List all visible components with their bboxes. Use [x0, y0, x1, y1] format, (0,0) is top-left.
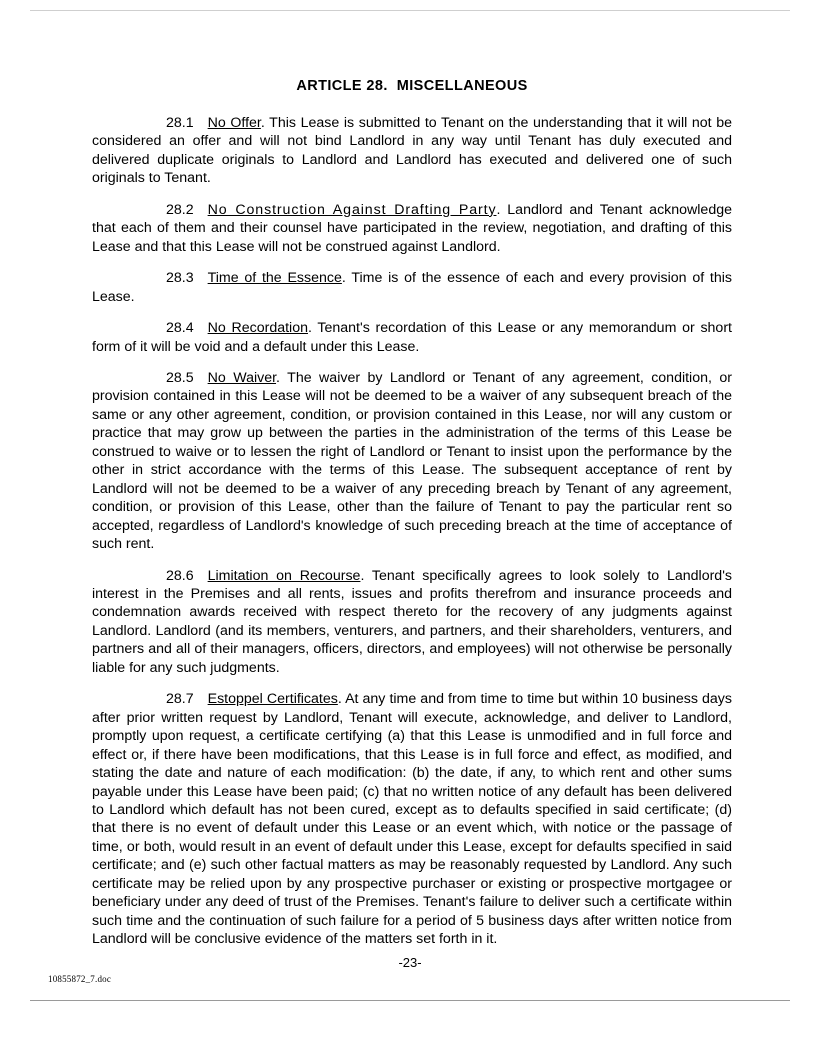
section-body: . Tenant specifically agrees to look solely to Landlord's interest in the Premises and all rents, issues and profits therefrom and insurance proceeds and condemnation awards received with respect thereto for the recovery of any judgments against Landlord. Landlord (and its members, venturers, and partners, and their shareholders, venturers, and partners and all of their managers, officers, directors, and employees) will not otherwise be personally liable for any such judgments. — [92, 567, 733, 676]
article-name: MISCELLANEOUS — [396, 78, 528, 94]
section-body: . Tenant's recordation of this Lease or any memorandum or short form of it will be void and a default under this Lease. — [92, 320, 732, 355]
section-paragraph — [92, 114, 732, 188]
section-number: 28.7 — [166, 691, 194, 708]
section-number: 28.3 — [166, 270, 194, 287]
section-number: 28.1 — [166, 115, 194, 131]
section-heading: Time of the Essence — [207, 270, 342, 287]
section-heading: No Waiver — [207, 369, 277, 386]
section-paragraph — [92, 567, 732, 678]
section-paragraph — [92, 269, 732, 306]
page-title — [92, 78, 732, 94]
article-number: ARTICLE 28. — [296, 78, 388, 94]
document-body — [92, 78, 732, 962]
section-paragraph — [92, 319, 732, 356]
page-bottom-margin — [0, 1015, 820, 1061]
section-body: . The waiver by Landlord or Tenant of any agreement, condition, or provision contained in this Lease will not be deemed to be a waiver of any subsequent breach of the same or any other agreement, condition, or provision contained in this Lease, nor will any custom or practice that may grow up between the parties in the administration of the terms of this Lease be construed to waive or to lessen the right of Landlord or Tenant to insist upon the performance by the other in strict accordance with the terms of this Lease. The subsequent acceptance of rent by Landlord will not be deemed to be a waiver of any preceding breach by Tenant of any agreement, condition, or provision of this Lease, other than the failure of Tenant to pay the particular rent so accepted, regardless of Landlord's knowledge of such preceding breach at the time of acceptance of such rent. — [92, 369, 732, 553]
footer-document-code: 10855872_7.doc — [48, 974, 112, 984]
section-heading: Limitation on Recourse — [207, 567, 361, 584]
section-body: . This Lease is submitted to Tenant on the understanding that it will not be considered an offer and will not bind Landlord in any way until Tenant has duly executed and delivered duplicate originals to Landlord and Landlord has executed and delivered one of such originals to Tenant. — [92, 115, 732, 187]
section-number: 28.6 — [166, 567, 194, 584]
section-body: . Time is of the essence of each and every provision of this Lease. — [92, 270, 733, 305]
section-number: 28.2 — [166, 201, 194, 218]
page-number: -23- — [398, 955, 422, 970]
page-top-rule — [30, 10, 790, 11]
page-bottom-rule — [30, 1000, 790, 1001]
section-body: . Landlord and Tenant acknowledge that each of them and their counsel have participated in the review, negotiation, and drafting of this Lease and that this Lease will not be construed against Landlord. — [92, 201, 732, 255]
section-paragraph — [92, 690, 732, 948]
section-heading: No Recordation — [207, 320, 308, 337]
section-body: . At any time and from time to time but within 10 business days after prior written request by Landlord, Tenant will execute, acknowledge, and deliver to Landlord, promptly upon request, a certificate certifying (a) that this Lease is unmodified and in full force and effect or, if there have been modifications, that this Lease is in full force and effect, as modified, and stating the date and nature of each modification: (b) the date, if any, to which rent and other sums payable under this Lease have been paid; (c) that no written notice of any default has been delivered to Landlord which default has not been cured, except as to defaults specified in said certificate; (d) that there is no event of default under this Lease or an event which, with notice or the passage of time, or both, would result in an event of default under this Lease, except for defaults specified in said certificate; and (e) such other factual matters as may be reasonably requested by Landlord. Any such certificate may be relied upon by any prospective purchaser or existing or prospective mortgagee or beneficiary under any deed of trust of the Premises. Tenant's failure to deliver such a certificate within such time and the continuation of such failure for a period of 5 business days after written notice from Landlord will be conclusive evidence of the matters set forth in it. — [92, 691, 732, 948]
section-heading: No Construction Against Drafting Party — [207, 201, 497, 218]
section-number: 28.4 — [166, 320, 194, 337]
section-heading: Estoppel Certificates — [207, 691, 338, 708]
section-paragraph — [92, 201, 732, 256]
section-paragraph — [92, 369, 732, 554]
section-heading: No Offer — [207, 115, 261, 131]
page-left-edge — [0, 0, 14, 1015]
section-number: 28.5 — [166, 369, 194, 386]
